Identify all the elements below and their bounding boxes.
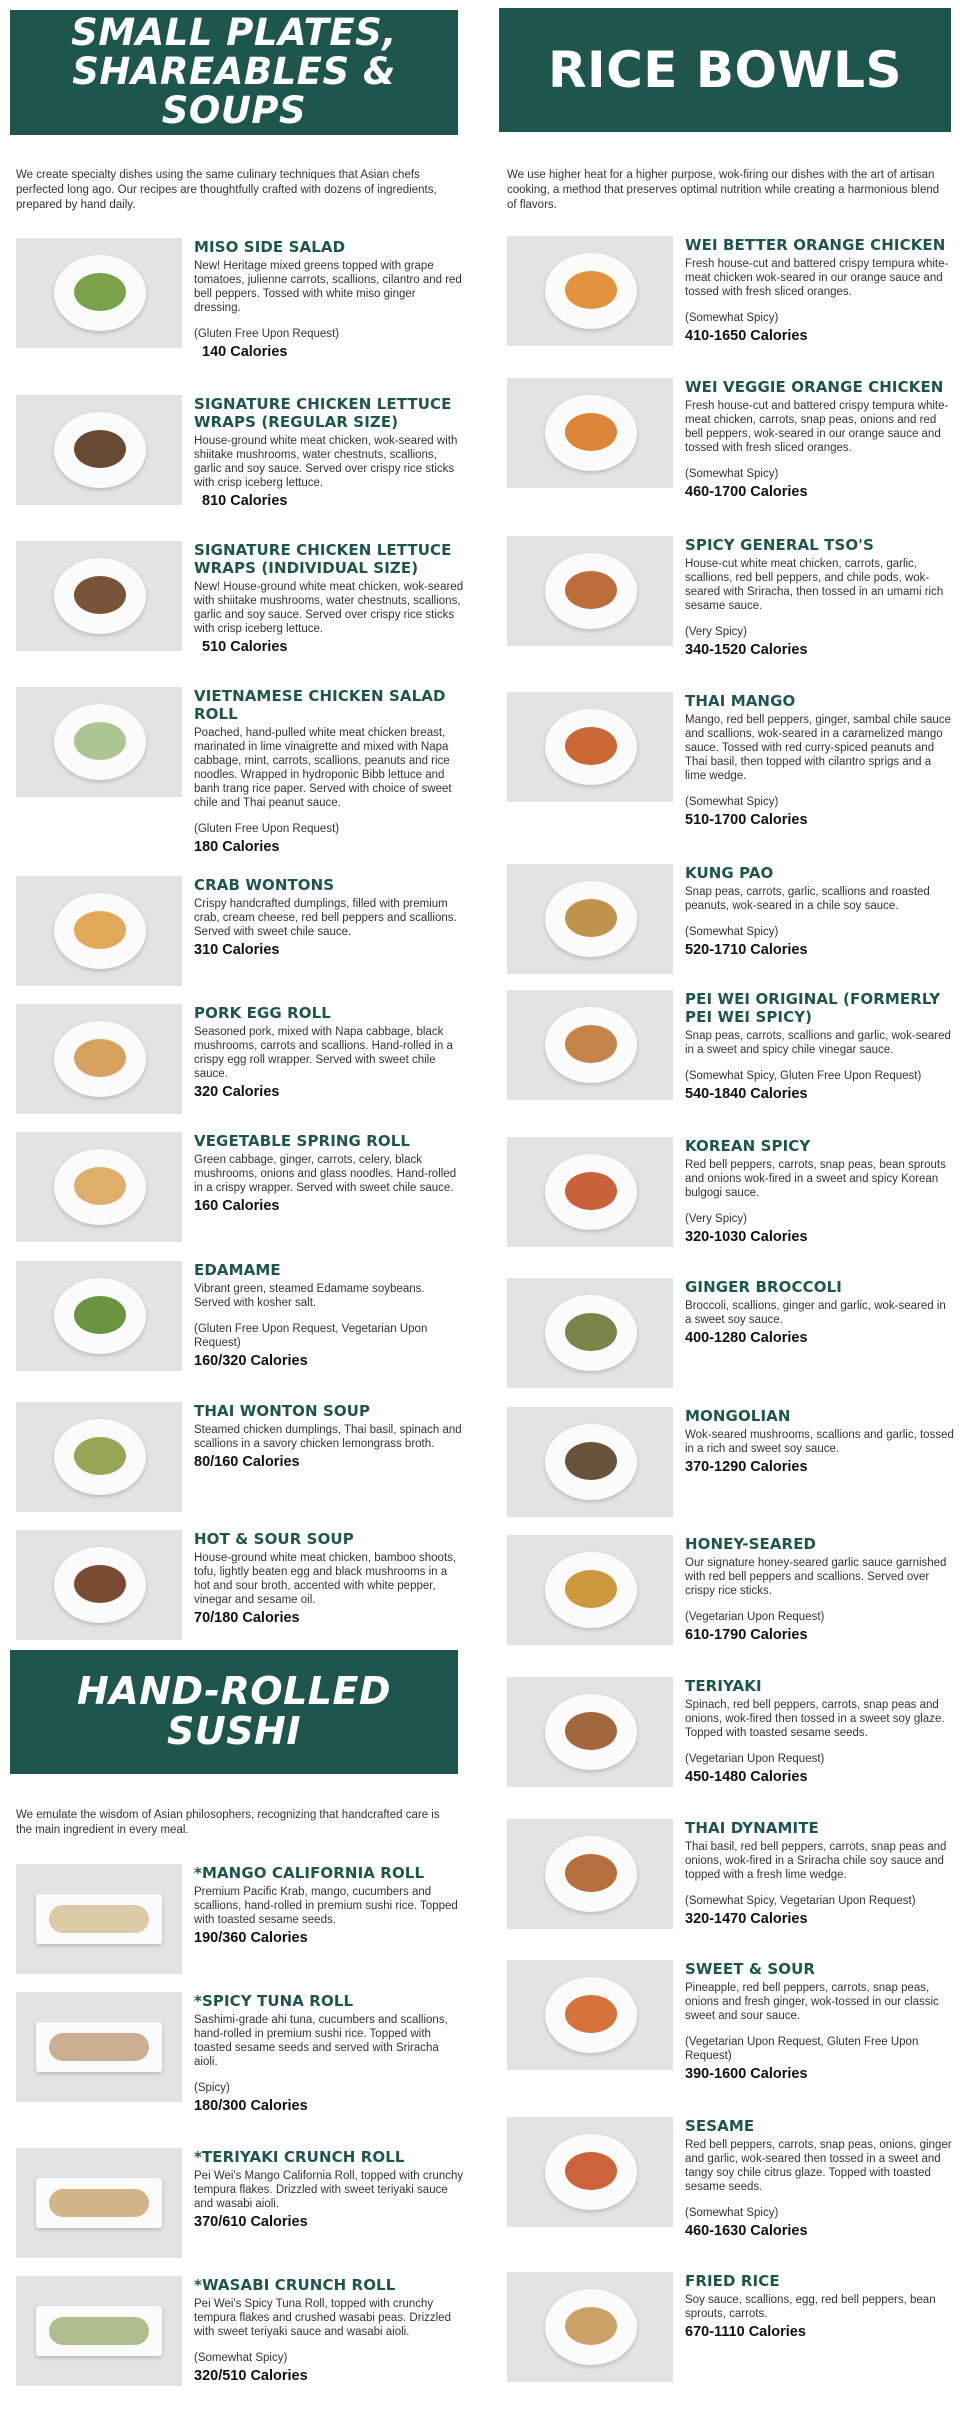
item-description: Broccoli, scallions, ginger and garlic, wok-seared in a sweet soy sauce. (685, 1300, 946, 1326)
food-photo (507, 1407, 673, 1517)
food-photo (507, 2117, 673, 2227)
item-calories: 610-1790 Calories (685, 1627, 808, 1643)
food-photo (507, 864, 673, 974)
item-calories: 340-1520 Calories (685, 642, 808, 658)
item-name: THAI DYNAMITE (685, 1819, 819, 1837)
small-plates-title-line1: SMALL PLATES, (71, 11, 397, 55)
item-calories: 160/320 Calories (194, 1353, 308, 1369)
food-photo (16, 1530, 182, 1640)
item-name: KOREAN SPICY (685, 1137, 811, 1155)
item-name: PEI WEI ORIGINAL (FORMERLY PEI WEI SPICY) (685, 990, 941, 1026)
item-calories: 80/160 Calories (194, 1454, 300, 1470)
item-description: Spinach, red bell peppers, carrots, snap peas and onions, wok-fired then tossed in a sweet soy glaze. Topped with toasted sesame seeds. (685, 1699, 945, 1739)
food-photo (16, 1004, 182, 1114)
item-calories: 320-1030 Calories (685, 1229, 808, 1245)
item-description: Fresh house-cut and battered crispy tempura white-meat chicken, carrots, snap peas, onions and red bell peppers, wok-seared in our orange sauce and tossed with fresh sliced oranges. (685, 400, 949, 454)
item-description: Snap peas, carrots, scallions and garlic, wok-seared in a sweet and spicy chile vinegar sauce. (685, 1030, 951, 1056)
food-photo (16, 2276, 182, 2386)
item-calories: 320 Calories (194, 1084, 280, 1100)
small-plates-banner (10, 10, 458, 135)
food-photo (507, 378, 673, 488)
item-name: GINGER BROCCOLI (685, 1278, 842, 1296)
item-name: *WASABI CRUNCH ROLL (194, 2276, 396, 2294)
item-calories: 180 Calories (194, 839, 280, 855)
item-description: Crispy handcrafted dumplings, filled with premium crab, cream cheese, red bell peppers and scallions. Served with sweet chile sauce. (194, 898, 457, 938)
food-photo (16, 687, 182, 797)
item-calories: 460-1700 Calories (685, 484, 808, 500)
item-note: (Somewhat Spicy) (685, 926, 779, 938)
food-photo (507, 1677, 673, 1787)
item-name: SIGNATURE CHICKEN LETTUCE WRAPS (INDIVIDUAL SIZE) (194, 541, 452, 577)
item-description: Seasoned pork, mixed with Napa cabbage, black mushrooms, carrots and scallions. Hand-rolled in a crispy egg roll wrapper. Served with sweet chile sauce. (194, 1026, 453, 1080)
item-name: VEGETABLE SPRING ROLL (194, 1132, 411, 1150)
sushi-banner (10, 1650, 458, 1774)
item-description: Wok-seared mushrooms, scallions and garlic, tossed in a rich and sweet soy sauce. (685, 1429, 954, 1455)
rice-bowls-banner (499, 8, 951, 132)
item-name: TERIYAKI (685, 1677, 762, 1695)
food-photo (16, 1864, 182, 1974)
food-photo (16, 1402, 182, 1512)
food-photo (16, 541, 182, 651)
item-name: THAI WONTON SOUP (194, 1402, 371, 1420)
item-name: SPICY GENERAL TSO'S (685, 536, 874, 554)
item-note: (Gluten Free Upon Request, Vegetarian Upon Request) (194, 1323, 428, 1349)
item-note: (Vegetarian Upon Request) (685, 1611, 825, 1623)
item-calories: 410-1650 Calories (685, 328, 808, 344)
rice-bowls-title: RICE BOWLS (548, 40, 902, 99)
item-calories: 190/360 Calories (194, 1930, 308, 1946)
item-name: SIGNATURE CHICKEN LETTUCE WRAPS (REGULAR SIZE) (194, 395, 452, 431)
food-photo (16, 2148, 182, 2258)
item-note: (Somewhat Spicy) (685, 468, 779, 480)
item-note: (Somewhat Spicy) (685, 312, 779, 324)
item-note: (Spicy) (194, 2082, 230, 2094)
item-name: WEI VEGGIE ORANGE CHICKEN (685, 378, 944, 396)
item-calories: 810 Calories (202, 493, 288, 509)
item-description: Red bell peppers, carrots, snap peas, onions, ginger and garlic, wok-seared then tossed in a sweet and tangy soy chile citrus glaze. Topped with toasted sesame seeds. (685, 2139, 952, 2193)
item-name: PORK EGG ROLL (194, 1004, 331, 1022)
food-photo (16, 395, 182, 505)
item-description: Vibrant green, steamed Edamame soybeans. Served with kosher salt. (194, 1283, 425, 1309)
item-description: Soy sauce, scallions, egg, red bell peppers, bean sprouts, carrots. (685, 2294, 936, 2320)
item-description: Snap peas, carrots, garlic, scallions and roasted peanuts, wok-seared in a chile soy sauce. (685, 886, 930, 912)
item-description: Red bell peppers, carrots, snap peas, bean sprouts and onions wok-fired in a sweet and spicy Korean bulgogi sauce. (685, 1159, 946, 1199)
item-description: Sashimi-grade ahi tuna, cucumbers and scallions, hand-rolled in premium sushi rice. Topped with toasted sesame seeds and served with Sriracha aioli. (194, 2014, 448, 2068)
item-note: (Gluten Free Upon Request) (194, 823, 340, 835)
item-note: (Somewhat Spicy) (685, 2207, 779, 2219)
food-photo (507, 2272, 673, 2382)
rice-bowls-intro: We use higher heat for a higher purpose, wok-firing our dishes with the art of artisan cooking, a method that preserves optimal nutrition while creating a harmonious blend of flavors. (507, 169, 940, 211)
food-photo (16, 1992, 182, 2102)
item-description: Poached, hand-pulled white meat chicken breast, marinated in lime vinaigrette and mixed with Napa cabbage, mint, carrots, scallions, peanuts and rice noodles. Wrapped in hydroponic Bibb lettuce and banh trang rice paper. Served with choice of sweet chile and Thai peanut sauce. (194, 727, 452, 809)
sushi-intro: We emulate the wisdom of Asian philosophers, recognizing that handcrafted care is the main ingredient in every meal. (16, 1809, 440, 1836)
item-calories: 400-1280 Calories (685, 1330, 808, 1346)
item-name: *MANGO CALIFORNIA ROLL (194, 1864, 425, 1882)
item-description: House-cut white meat chicken, carrots, garlic, scallions, red bell peppers, and chile pods, wok-seared with Sriracha, then tossed in an umami rich sesame sauce. (685, 558, 944, 612)
item-name: VIETNAMESE CHICKEN SALAD ROLL (194, 687, 446, 723)
food-photo (16, 1261, 182, 1371)
item-calories: 180/300 Calories (194, 2098, 308, 2114)
item-name: WEI BETTER ORANGE CHICKEN (685, 236, 946, 254)
item-name: THAI MANGO (685, 692, 796, 710)
item-description: Steamed chicken dumplings, Thai basil, spinach and scallions in a savory chicken lemongrass broth. (194, 1424, 462, 1450)
item-note: (Very Spicy) (685, 1213, 747, 1225)
sushi-title: HAND-ROLLED SUSHI (76, 1669, 392, 1753)
item-calories: 310 Calories (194, 942, 280, 958)
item-description: New! House-ground white meat chicken, wok-seared with shiitake mushrooms, water chestnuts, scallions, garlic and soy sauce. Served over crispy rice sticks with crisp iceberg lettuce. (194, 581, 464, 635)
item-description: Pei Wei's Mango California Roll, topped with crunchy tempura flakes. Drizzled with sweet teriyaki sauce and wasabi aioli. (194, 2170, 464, 2210)
item-name: FRIED RICE (685, 2272, 780, 2290)
food-photo (507, 1960, 673, 2070)
item-name: HOT & SOUR SOUP (194, 1530, 354, 1548)
item-name: MONGOLIAN (685, 1407, 791, 1425)
item-calories: 370-1290 Calories (685, 1459, 808, 1475)
item-note: (Gluten Free Upon Request) (194, 328, 340, 340)
food-photo (507, 536, 673, 646)
item-description: New! Heritage mixed greens topped with grape tomatoes, julienne carrots, scallions, cilantro and red bell peppers. Tossed with white miso ginger dressing. (194, 260, 462, 314)
item-calories: 70/180 Calories (194, 1610, 300, 1626)
item-description: Mango, red bell peppers, ginger, sambal chile sauce and scallions, wok-seared in a caramelized mango sauce. Tossed with red curry-spiced peanuts and Thai basil, then topped with cilantro sprigs and a lime wedge. (685, 714, 951, 782)
food-photo (16, 238, 182, 348)
food-photo (507, 990, 673, 1100)
item-description: House-ground white meat chicken, wok-seared with shiitake mushrooms, water chestnuts, scallions, garlic and soy sauce. Served over crispy rice sticks with crisp iceberg lettuce. (194, 435, 458, 489)
item-calories: 390-1600 Calories (685, 2066, 808, 2082)
item-description: Thai basil, red bell peppers, carrots, snap peas and onions, wok-fired in a Sriracha chile soy sauce and topped with a fresh lime wedge. (685, 1841, 947, 1881)
item-calories: 140 Calories (202, 344, 288, 360)
item-name: EDAMAME (194, 1261, 281, 1279)
item-calories: 320/510 Calories (194, 2368, 308, 2384)
item-calories: 670-1110 Calories (685, 2324, 806, 2340)
food-photo (16, 876, 182, 986)
item-name: *SPICY TUNA ROLL (194, 1992, 354, 2010)
item-note: (Somewhat Spicy, Gluten Free Upon Request) (685, 1070, 922, 1082)
food-photo (507, 1819, 673, 1929)
food-photo (507, 236, 673, 346)
item-name: SWEET & SOUR (685, 1960, 816, 1978)
item-calories: 520-1710 Calories (685, 942, 808, 958)
item-name: SESAME (685, 2117, 755, 2135)
item-description: Green cabbage, ginger, carrots, celery, black mushrooms, onions and glass noodles. Hand-rolled in a crispy wrapper. Served with sweet chile sauce. (194, 1154, 457, 1194)
item-calories: 370/610 Calories (194, 2214, 308, 2230)
item-calories: 510-1700 Calories (685, 812, 808, 828)
item-note: (Somewhat Spicy, Vegetarian Upon Request) (685, 1895, 916, 1907)
item-description: Fresh house-cut and battered crispy tempura white-meat chicken wok-seared in our orange sauce and tossed with fresh sliced oranges. (685, 258, 949, 298)
item-name: KUNG PAO (685, 864, 774, 882)
food-photo (507, 692, 673, 802)
item-note: (Vegetarian Upon Request) (685, 1753, 825, 1765)
item-description: Our signature honey-seared garlic sauce garnished with red bell peppers and scallions. Served over crispy rice sticks. (685, 1557, 947, 1597)
item-description: House-ground white meat chicken, bamboo shoots, tofu, lightly beaten egg and black mushrooms in a hot and sour broth, accented with white pepper, vinegar and sesame oil. (194, 1552, 457, 1606)
item-description: Pei Wei's Spicy Tuna Roll, topped with crunchy tempura flakes and crushed wasabi peas. Drizzled with sweet teriyaki sauce and wasabi aioli. (194, 2298, 451, 2338)
item-name: MISO SIDE SALAD (194, 238, 346, 256)
item-calories: 320-1470 Calories (685, 1911, 808, 1927)
food-photo (507, 1137, 673, 1247)
item-name: *TERIYAKI CRUNCH ROLL (194, 2148, 405, 2166)
food-photo (507, 1278, 673, 1388)
item-calories: 450-1480 Calories (685, 1769, 808, 1785)
small-plates-intro: We create specialty dishes using the same culinary techniques that Asian chefs perfected long ago. Our recipes are thoughtfully crafted with dozens of ingredients, prepared by hand daily. (16, 169, 437, 211)
item-description: Premium Pacific Krab, mango, cucumbers and scallions, hand-rolled in premium sushi rice. Topped with toasted sesame seeds. (194, 1886, 458, 1926)
item-calories: 160 Calories (194, 1198, 280, 1214)
food-photo (507, 1535, 673, 1645)
item-name: HONEY-SEARED (685, 1535, 817, 1553)
item-note: (Vegetarian Upon Request, Gluten Free Upon Request) (685, 2036, 919, 2062)
item-note: (Very Spicy) (685, 626, 747, 638)
item-calories: 540-1840 Calories (685, 1086, 808, 1102)
item-calories: 460-1630 Calories (685, 2223, 808, 2239)
item-description: Pineapple, red bell peppers, carrots, snap peas, onions and fresh ginger, wok-tossed in our classic sweet and sour sauce. (685, 1982, 939, 2022)
small-plates-title-line2: SHAREABLES & SOUPS (72, 50, 396, 132)
item-name: CRAB WONTONS (194, 876, 335, 894)
item-note: (Somewhat Spicy) (194, 2352, 288, 2364)
food-photo (16, 1132, 182, 1242)
item-note: (Somewhat Spicy) (685, 796, 779, 808)
item-calories: 510 Calories (202, 639, 288, 655)
